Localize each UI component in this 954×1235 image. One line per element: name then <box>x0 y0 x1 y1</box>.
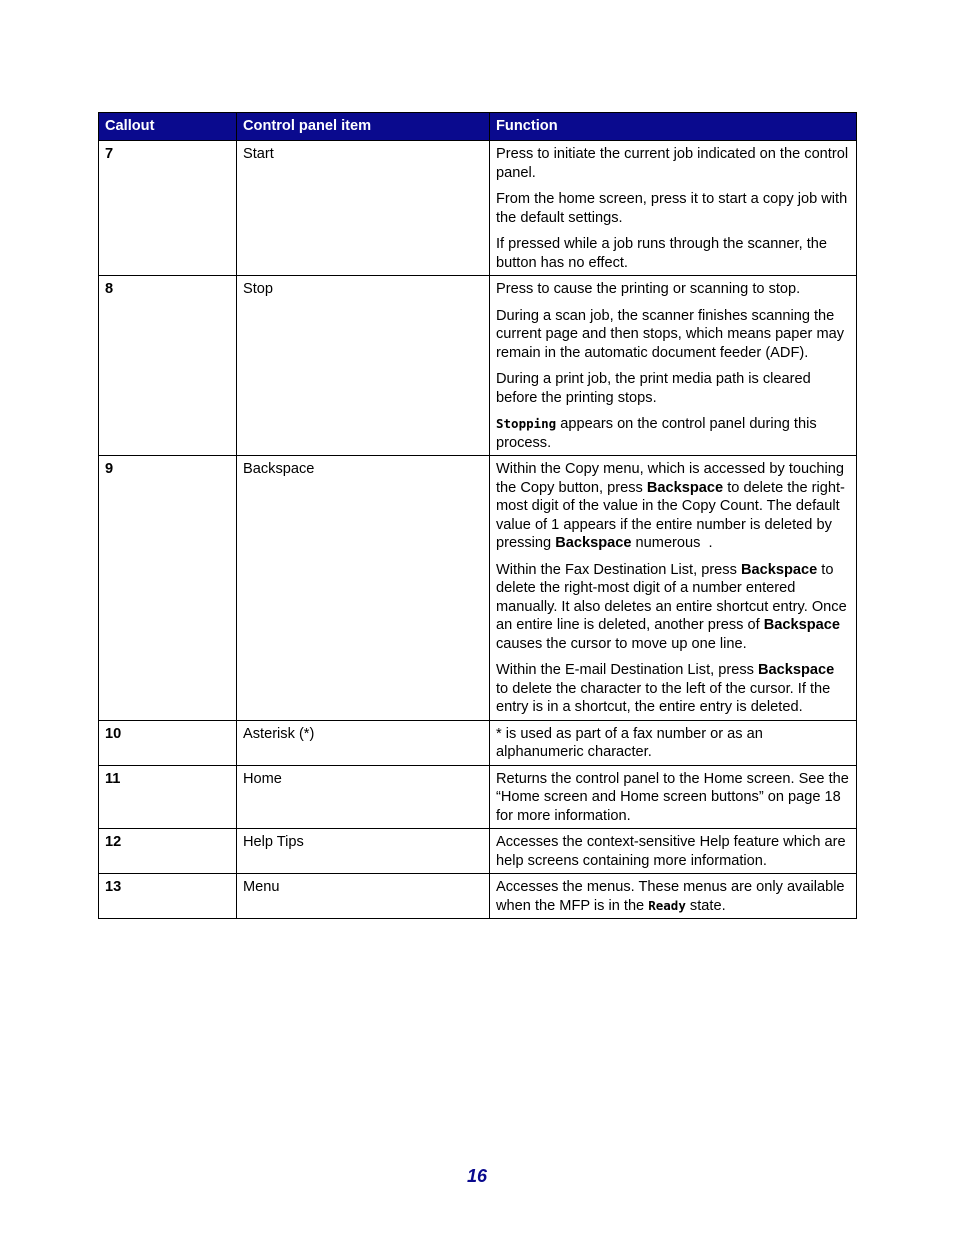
item-cell: Start <box>237 141 490 276</box>
button-name: Backspace <box>646 479 724 496</box>
item-cell: Stop <box>237 276 490 456</box>
header-function: Function <box>490 113 857 141</box>
item-cell: Asterisk (*) <box>237 720 490 765</box>
callout-cell: 7 <box>99 141 237 276</box>
function-paragraph <box>496 190 850 227</box>
function-cell <box>490 720 857 765</box>
function-paragraph <box>496 725 850 762</box>
button-name: Backspace <box>763 617 840 633</box>
text: Within the Fax Destination List, press <box>496 561 741 578</box>
text: From the home screen, press it to start a copy job with the default settings. <box>496 191 848 226</box>
function-cell <box>490 276 857 456</box>
function-paragraph <box>496 370 850 407</box>
function-paragraph <box>496 235 850 272</box>
callout-cell: 12 <box>99 829 237 874</box>
text: Press to cause the printing or scanning to stop. <box>496 281 801 297</box>
function-paragraph <box>496 415 850 452</box>
text: Returns the control panel to the Home screen. See the “Home screen and Home screen buttons” on page 18 for more information. <box>496 770 849 824</box>
text: to delete the character to the left of the cursor. If the entry is in a shortcut, the entire entry is deleted. <box>496 680 831 715</box>
display-message-ready: Ready <box>648 897 686 913</box>
table-row <box>99 456 857 721</box>
header-control-panel-item: Control panel item <box>237 113 490 141</box>
text: appears on the control panel during this process. <box>496 416 817 451</box>
table-header-row <box>99 113 857 141</box>
item-cell: Home <box>237 765 490 829</box>
function-paragraph <box>496 460 850 553</box>
table-row <box>99 829 857 874</box>
callout-cell: 13 <box>99 874 237 919</box>
table-row <box>99 874 857 919</box>
text: state. <box>685 897 726 914</box>
text: numerous . <box>631 535 713 551</box>
table-row <box>99 276 857 456</box>
page-number: 16 <box>466 1166 488 1186</box>
callout-cell: 11 <box>99 765 237 829</box>
control-panel-table <box>98 112 857 919</box>
function-cell <box>490 141 857 276</box>
text: Accesses the menus. These menus are only available when the MFP is in the <box>496 879 845 914</box>
function-cell <box>490 829 857 874</box>
callout-cell: 9 <box>99 456 237 721</box>
text: causes the cursor to move up one line. <box>496 635 747 652</box>
text: to delete the right-most digit of a number entered manually. It also deletes an entire shortcut entry. Once an entire line is deleted, another press of <box>496 561 847 633</box>
text: Press to initiate the current job indicated on the control panel. <box>496 146 849 181</box>
text: Accesses the context-sensitive Help feature which are help screens containing more information. <box>496 834 846 869</box>
function-paragraph <box>496 878 850 915</box>
display-message-stopping: Stopping <box>496 416 557 431</box>
table-row <box>99 141 857 276</box>
function-cell <box>490 456 857 721</box>
text: Within the E-mail Destination List, press <box>496 662 758 678</box>
function-paragraph <box>496 561 850 654</box>
text: During a scan job, the scanner finishes scanning the current page and then stops, which means paper may remain in the automatic document feeder (ADF). <box>496 307 845 361</box>
item-cell: Backspace <box>237 456 490 721</box>
text: * is used as part of a fax number or as an alphanumeric character. <box>496 725 763 760</box>
text: to delete the right-most digit of the value in the Copy Count. The default value of 1 appears if the entire number is deleted by pressing <box>496 479 845 551</box>
callout-cell: 10 <box>99 720 237 765</box>
function-paragraph <box>496 280 850 299</box>
table-row <box>99 765 857 829</box>
function-cell <box>490 765 857 829</box>
function-paragraph <box>496 833 850 870</box>
item-cell: Help Tips <box>237 829 490 874</box>
item-cell: Menu <box>237 874 490 919</box>
button-name: Backspace <box>740 561 818 578</box>
function-paragraph <box>496 307 850 363</box>
text: During a print job, the print media path is cleared before the printing stops. <box>496 371 811 406</box>
table-row <box>99 720 857 765</box>
function-paragraph <box>496 145 850 182</box>
callout-cell: 8 <box>99 276 237 456</box>
function-paragraph <box>496 661 850 717</box>
text: Within the Copy menu, which is accessed by touching the Copy button, press <box>496 461 844 496</box>
button-name: Backspace <box>555 535 632 551</box>
function-paragraph <box>496 770 850 826</box>
button-name: Backspace <box>757 662 835 678</box>
function-cell <box>490 874 857 919</box>
header-callout: Callout <box>99 113 237 141</box>
text: If pressed while a job runs through the scanner, the button has no effect. <box>496 236 827 271</box>
